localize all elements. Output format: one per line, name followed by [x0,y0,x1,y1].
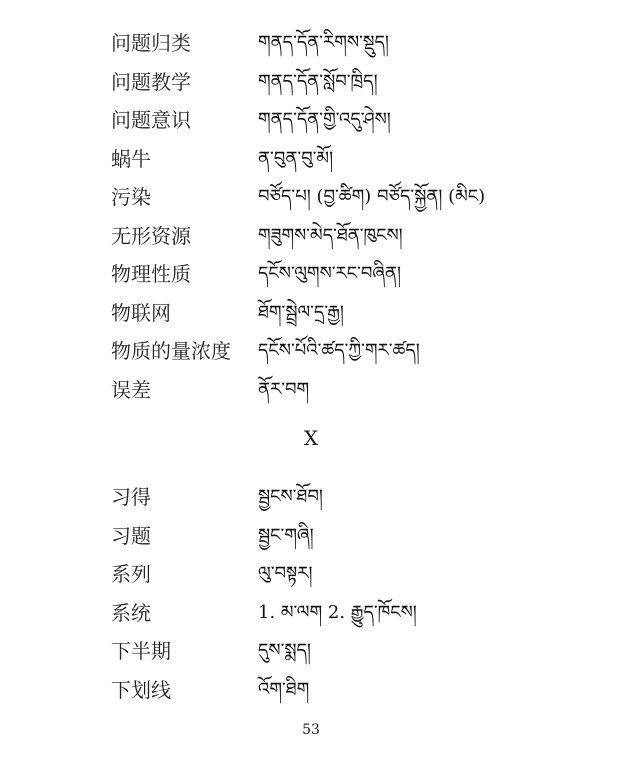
chinese-term: 物理性质 [111,262,191,286]
tibetan-term: གཟུགས་མེད་ཐོན་ཁུངས། [258,224,403,246]
tibetan-term: བཙོད་པ། (བྱ་ཚིག) བཙོད་སྐྱོན། (མིང) [258,186,486,207]
chinese-term: 污染 [111,185,151,209]
entry [0,294,622,332]
tibetan-term: ནོར་བག [258,378,310,400]
entry [0,24,622,62]
chinese-term: 问题意识 [111,108,191,132]
tibetan-term: དངོས་པོའི་ཚད་ཀྱི་གར་ཚད། [258,340,420,361]
tibetan-term: དུས་སྨད། [258,640,311,661]
tibetan-term: གནད་དོན་སློབ་ཁྲིད། [258,70,378,92]
entry [0,371,622,409]
entry [0,140,622,178]
chinese-term: 习题 [111,523,151,548]
chinese-term: 下划线 [111,677,171,702]
entry [0,517,622,555]
page-number: 53 [302,722,320,738]
entry [0,594,622,632]
tibetan-term: ཐོག་སྦྲེལ་དྲ་རྒྱ། [258,301,344,323]
chinese-term: 物联网 [111,300,171,325]
chinese-term: 下半期 [111,639,171,663]
entry [0,217,622,255]
tibetan-term: གནད་དོན་གྱི་འདུ་ཤེས། [258,109,391,130]
chinese-term: 习得 [111,485,151,509]
entry [0,178,622,216]
chinese-term: 蜗牛 [111,146,151,171]
tibetan-term: འོག་ཐིག [258,678,310,700]
entry [0,555,622,593]
entry [0,671,622,709]
chinese-term: 误差 [111,377,151,402]
chinese-term: 系列 [111,562,151,586]
tibetan-term: 1. མ་ལག 2. རྒྱུད་ཁོངས། [258,601,417,623]
entry [0,63,622,101]
chinese-term: 问题归类 [111,31,191,55]
entry [0,332,622,370]
chinese-term: 无形资源 [111,223,191,248]
chinese-term: 系统 [111,600,151,625]
entry [0,478,622,516]
tibetan-term: སྦྱངས་ཐོབ། [258,486,323,507]
tibetan-term: དངོས་ལུགས་རང་བཞིན། [258,263,402,284]
entry [0,101,622,139]
chinese-term: 问题教学 [111,69,191,94]
entry [0,255,622,293]
tibetan-term: སྦྱང་གཞི། [258,524,314,546]
tibetan-term: ན་བུན་བུ་མོ། [258,147,334,169]
entry [0,632,622,670]
chinese-term: 物质的量浓度 [111,339,231,363]
section-letter-heading: X [303,426,319,450]
tibetan-term: ལུ་བསྟར། [258,563,313,584]
tibetan-term: གནད་དོན་རིགས་སྡུད། [258,32,389,53]
